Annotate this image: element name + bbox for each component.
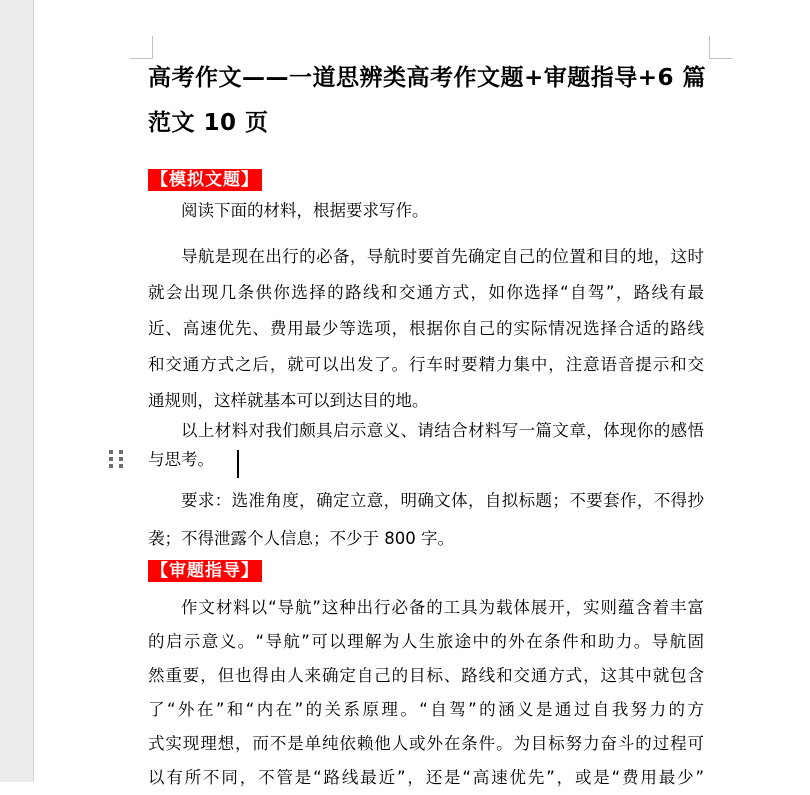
drag-handle-dot	[109, 457, 113, 461]
text-line[interactable]: 以上材料对我们颇具启示意义、请结合材料写一篇文章，体现你的感悟	[181, 421, 704, 440]
text-line[interactable]: 与思考。	[148, 450, 214, 469]
paragraph-task	[148, 416, 704, 474]
text-line[interactable]: 要求：选准角度，确定立意，明确文体，自拟标题；不要套作，不得抄	[181, 491, 704, 510]
badge-mock-question[interactable]: 【模拟文题】	[148, 169, 262, 191]
drag-handle-dot	[109, 450, 113, 454]
text-line[interactable]: 和交通方式之后，就可以出发了。行车时要精力集中，注意语音提示和交	[148, 355, 704, 374]
text-line[interactable]: 作文材料以“导航”这种出行必备的工具为载体展开，实则蕴含着丰富	[181, 598, 704, 617]
badge-topic-guide[interactable]: 【审题指导】	[148, 560, 262, 582]
paragraph-requirements	[148, 482, 704, 558]
text-line[interactable]: 就会出现几条供你选择的路线和交通方式，如你选择“自驾”，路线有最	[148, 283, 704, 302]
text-line[interactable]: 通规则，这样就基本可以到达目的地。	[148, 391, 429, 410]
paragraph-read-prompt	[148, 192, 704, 229]
drag-handle-dot	[119, 457, 123, 461]
drag-handle-dot	[109, 464, 113, 468]
text-line[interactable]: 了“外在”和“内在”的关系原理。“自驾”的涵义是通过自我努力的方	[148, 700, 704, 719]
title-line[interactable]: 范文 10 页	[148, 110, 269, 136]
text-line[interactable]: 阅读下面的材料，根据要求写作。	[181, 201, 429, 220]
paragraph-material	[148, 239, 704, 419]
text-line[interactable]: 近、高速优先、费用最少等选项，根据你自己的实际情况选择合适的路线	[148, 319, 704, 338]
paragraph-guide-analysis	[148, 591, 704, 795]
text-line[interactable]: 袭；不得泄露个人信息；不少于 800 字。	[148, 529, 454, 548]
text-line[interactable]: 以有所不同，不管是“路线最近”，还是“高速优先”，或是“费用最少”	[148, 768, 704, 787]
document-page	[34, 0, 810, 787]
text-line[interactable]: 导航是现在出行的必备，导航时要首先确定自己的位置和目的地，这时	[181, 247, 704, 266]
text-line[interactable]: 式实现理想，而不是单纯依赖他人或外在条件。为目标努力奋斗的过程可	[148, 734, 704, 753]
left-gutter	[0, 0, 34, 782]
text-cursor	[237, 450, 239, 478]
text-line[interactable]: 然重要，但也得由人来确定自己的目标、路线和交通方式，这其中就包含	[148, 666, 704, 685]
title-line[interactable]: 高考作文——一道思辨类高考作文题+审题指导+6 篇	[148, 65, 707, 91]
drag-handle-icon[interactable]	[109, 450, 123, 468]
drag-handle-dot	[119, 464, 123, 468]
document-title	[148, 56, 768, 146]
text-line[interactable]: 的启示意义。“导航”可以理解为人生旅途中的外在条件和助力。导航固	[148, 632, 704, 651]
drag-handle-dot	[119, 450, 123, 454]
